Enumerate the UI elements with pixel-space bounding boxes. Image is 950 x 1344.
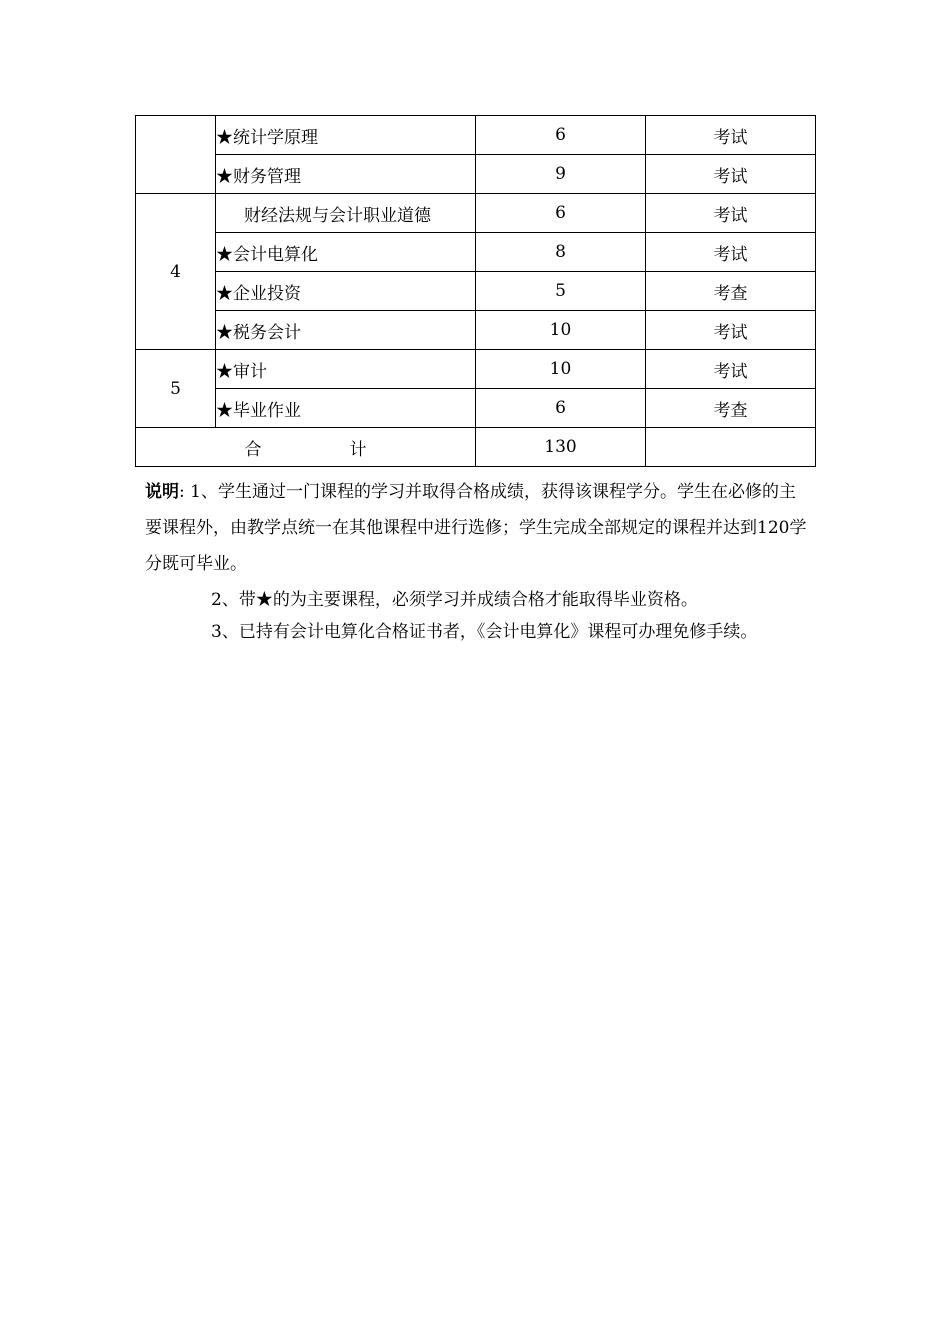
total-label-right: 计: [349, 439, 367, 460]
course-assessment: 考试: [646, 155, 816, 194]
table-row: [136, 116, 816, 155]
course-assessment: 考试: [646, 350, 816, 389]
course-name: ★财务管理: [216, 155, 476, 194]
semester-cell: 4: [136, 194, 216, 350]
course-assessment: 考试: [646, 194, 816, 233]
table-row: [136, 389, 816, 428]
note-item-3: 3、已持有会计电算化合格证书者，《会计电算化》课程可办理免修手续。: [211, 622, 758, 642]
course-name: ★税务会计: [216, 311, 476, 350]
note-item-1: [145, 474, 810, 582]
course-credits: 6: [476, 389, 646, 428]
table-row: [136, 194, 816, 233]
notes-lead: 说明: [145, 482, 179, 502]
note-item-1-text: 1、学生通过一门课程的学习并取得合格成绩，获得该课程学分。学生在必修的主要课程外，由教学点统一在其他课程中进行选修；学生完成全部规定的课程并达到120学分既可毕业。: [145, 482, 807, 574]
course-name: 财经法规与会计职业道德: [216, 194, 476, 233]
course-assessment: 考试: [646, 311, 816, 350]
total-assessment: [646, 428, 816, 467]
table-row: [136, 272, 816, 311]
course-name: ★审计: [216, 350, 476, 389]
notes-section: [145, 474, 810, 646]
table-row: [136, 233, 816, 272]
course-assessment: 考试: [646, 116, 816, 155]
semester-cell: [136, 116, 216, 194]
course-credits: 10: [476, 350, 646, 389]
course-credits: 9: [476, 155, 646, 194]
course-assessment: 考查: [646, 272, 816, 311]
course-name: ★企业投资: [216, 272, 476, 311]
table-row: [136, 311, 816, 350]
notes-colon: :: [179, 482, 185, 502]
course-assessment: 考查: [646, 389, 816, 428]
note-item-2: 2、带★的为主要课程，必须学习并成绩合格才能取得毕业资格。: [211, 590, 698, 610]
course-credits: 5: [476, 272, 646, 311]
course-assessment: 考试: [646, 233, 816, 272]
course-credits: 10: [476, 311, 646, 350]
course-name: ★毕业作业: [216, 389, 476, 428]
curriculum-table: [135, 115, 816, 467]
total-label: [136, 428, 476, 467]
course-credits: 6: [476, 194, 646, 233]
course-credits: 8: [476, 233, 646, 272]
course-name: ★会计电算化: [216, 233, 476, 272]
table-row: [136, 155, 816, 194]
total-credits: 130: [476, 428, 646, 467]
semester-cell: 5: [136, 350, 216, 428]
course-credits: 6: [476, 116, 646, 155]
total-row: [136, 428, 816, 467]
table-row: [136, 350, 816, 389]
course-name: ★统计学原理: [216, 116, 476, 155]
total-label-left: 合: [244, 439, 262, 460]
